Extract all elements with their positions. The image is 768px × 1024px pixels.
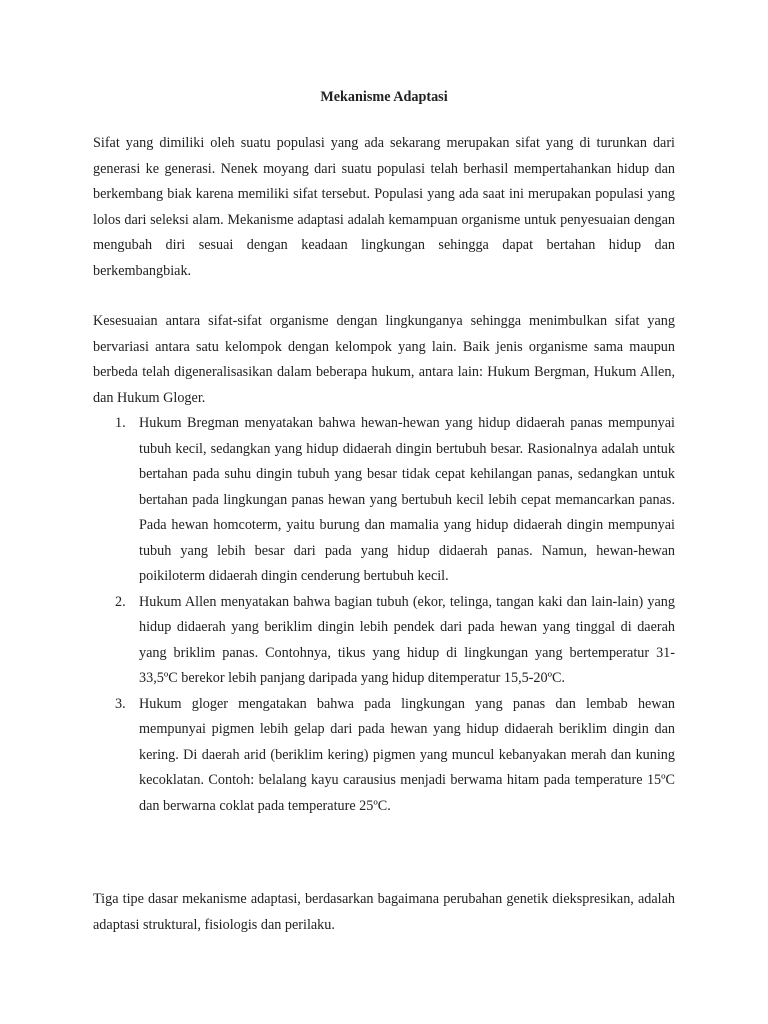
- paragraph-laws-intro: Kesesuaian antara sifat-sifat organisme dengan lingkunganya sehingga menimbulkan sifat yang bervariasi antara satu kelompok dengan kelompok yang lain. Baik jenis organisme sama maupun berbeda telah digeneralisasikan dalam beberapa hukum, antara lain: Hukum Bergman, Hukum Allen, dan Hukum Gloger.: [93, 313, 675, 406]
- laws-list: [93, 411, 675, 819]
- list-item: [93, 411, 675, 590]
- list-item-number: 3.: [115, 695, 126, 712]
- paragraph-intro: Sifat yang dimiliki oleh suatu populasi yang ada sekarang merupakan sifat yang di turunkan dari generasi ke generasi. Nenek moyang dari suatu populasi telah berhasil mempertahankan hidup dan berkembang biak karena memiliki sifat tersebut. Populasi yang ada saat ini merupakan populasi yang lolos dari seleksi alam. Mekanisme adaptasi adalah kemampuan organisme untuk penyesuaian dengan mengubah diri sesuai dengan keadaan lingkungan sehingga dapat bertahan hidup dan berkembangbiak.: [93, 135, 675, 279]
- list-item-text: Hukum Allen menyatakan bahwa bagian tubuh (ekor, telinga, tangan kaki dan lain-lain) yang hidup didaerah yang beriklim dingin lebih pendek dari pada hewan yang tinggal di daerah yang briklim panas. Contohnya, tikus yang hidup di lingkungan yang bertemperatur 31-33,5ºC berekor lebih panjang daripada yang hidup ditemperatur 15,5-20ºC.: [139, 593, 675, 686]
- list-item-text: Hukum Bregman menyatakan bahwa hewan-hewan yang hidup didaerah panas mempunyai tubuh kecil, sedangkan yang hidup didaerah dingin bertubuh besar. Rasionalnya adalah untuk bertahan pada suhu dingin tubuh yang besar tidak cepat kehilangan panas, sedangkan untuk bertahan pada lingkungan panas hewan yang bertubuh kecil lebih cepat memancarkan panas. Pada hewan homcoterm, yaitu burung dan mamalia yang hidup didaerah dingin mempunyai tubuh yang lebih besar dari pada yang hidup didaerah panas. Namun, hewan-hewan poikiloterm didaerah dingin cenderung bertubuh kecil.: [139, 415, 675, 584]
- list-item-text: Hukum gloger mengatakan bahwa pada lingkungan yang panas dan lembab hewan mempunyai pigmen lebih gelap dari pada hewan yang hidup didaerah beriklim dingin dan kering. Di daerah arid (beriklim kering) pigmen yang muncul kebanyakan merah dan kuning kecoklatan. Contoh: belalang kayu carausius menjadi berwama hitam pada temperature 15ºC dan berwarna coklat pada temperature 25ºC.: [139, 695, 675, 814]
- list-item: [93, 692, 675, 820]
- paragraph-conclusion: Tiga tipe dasar mekanisme adaptasi, berdasarkan bagaimana perubahan genetik diekspresikan, adalah adaptasi struktural, fisiologis dan perilaku.: [93, 891, 675, 933]
- list-item: [93, 590, 675, 692]
- list-item-number: 2.: [115, 593, 126, 610]
- list-item-number: 1.: [115, 415, 126, 431]
- document-title: Mekanisme Adaptasi: [320, 89, 448, 105]
